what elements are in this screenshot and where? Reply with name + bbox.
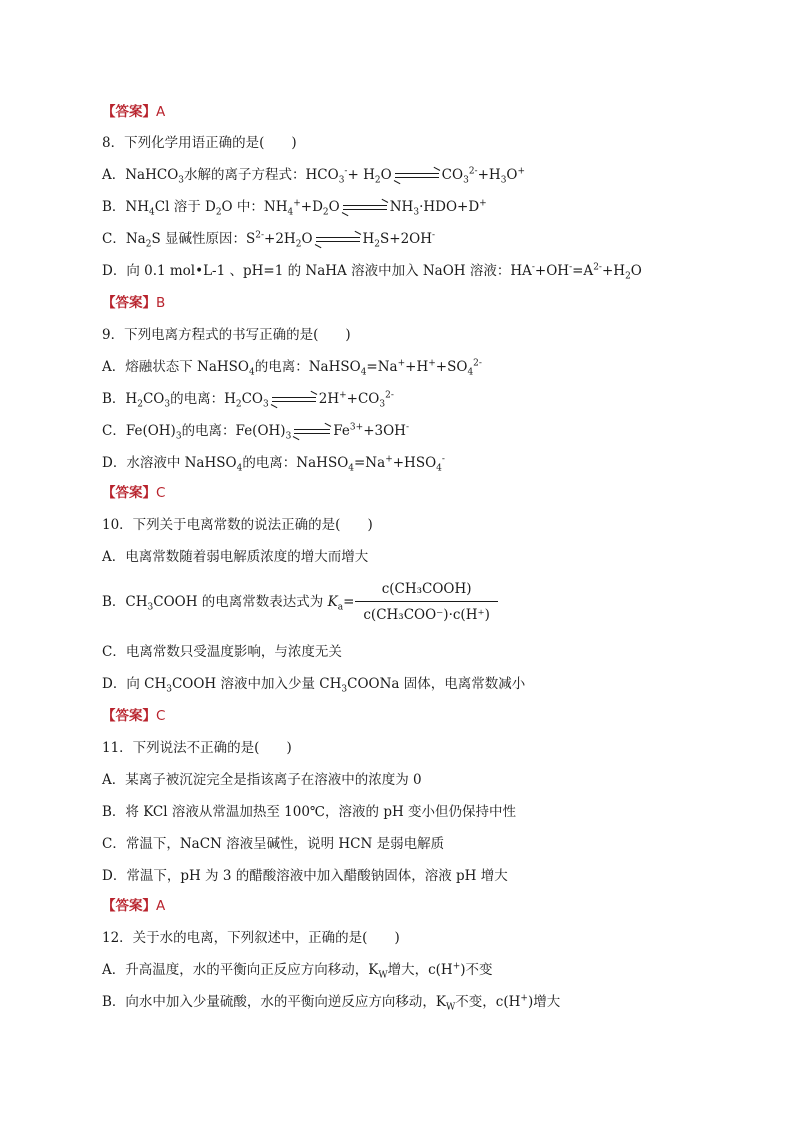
option-a: A．某离子被沉淀完全是指该离子在溶液中的浓度为 0: [102, 772, 422, 788]
option-a: A．升高温度，水的平衡向正反应方向移动，$K_W$增大，c(H+)不变: [102, 961, 493, 981]
option-d: D．向 0.1 mol•L-1 、pH=1 的 NaHA 溶液中加入 NaOH 溶液：$HA^-+OH^-=A^{2-}+H_2O$: [102, 262, 642, 282]
ka-fraction: $\frac{\text{c(CH₃COOH)}}{\text{c(CH₃COO⁻)·c(H⁺)}}$: [355, 580, 497, 625]
option-b: B．$CH_3COOH$ 的电离常数表达式为 $K_a=$ $\frac{\text{c(CH₃COOH)}}{\text{c(CH₃COO⁻)·c(H⁺)}}$: [102, 580, 498, 625]
equilibrium-arrow-icon: [272, 395, 316, 405]
option-c: C．常温下，NaCN 溶液呈碱性，说明 HCN 是弱电解质: [102, 836, 445, 852]
question-stem: 12．关于水的电离，下列叙述中，正确的是( ): [102, 930, 400, 946]
equilibrium-arrow-icon: [316, 235, 360, 245]
option-a: A．熔融状态下 NaHSO$_4$的电离：$NaHSO_4=Na^++H^++SO_4^{2-}$: [102, 358, 482, 378]
option-c: C．$Fe(OH)_3$的电离：$Fe(OH)_3$ $Fe^{3+}+3OH^-$: [102, 422, 409, 442]
equilibrium-arrow-icon: [343, 203, 387, 213]
option-a: A．电离常数随着弱电解质浓度的增大而增大: [102, 549, 369, 565]
answer-line: 【答案】B: [102, 295, 166, 311]
option-a: A．NaHCO$_3$水解的离子方程式：$HCO_3^-+ H_2O$ $CO_3^{2-}+H_3O^+$: [102, 166, 526, 186]
answer-line: 【答案】C: [102, 708, 166, 724]
option-d: D．常温下，pH 为 3 的醋酸溶液中加入醋酸钠固体，溶液 pH 增大: [102, 868, 508, 884]
equilibrium-arrow-icon: [395, 171, 439, 181]
answer-line: 【答案】A: [102, 898, 166, 914]
option-b: B．将 KCl 溶液从常温加热至 100℃，溶液的 pH 变小但仍保持中性: [102, 804, 517, 820]
answer-line: 【答案】A: [102, 104, 166, 120]
option-d: D．水溶液中 NaHSO$_4$的电离：$NaHSO_4=Na^++HSO_4^-$: [102, 454, 445, 474]
option-d: D．向 $CH_3COOH$ 溶液中加入少量 $CH_3COONa$ 固体，电离常数减小: [102, 676, 526, 695]
question-stem: 10．下列关于电离常数的说法正确的是( ): [102, 517, 373, 533]
option-b: B．$NH_4Cl$ 溶于 $D_2O$ 中：$NH_4^++D_2O$ $NH_3\cdot HDO+D^+$: [102, 198, 487, 218]
question-stem: 9．下列电离方程式的书写正确的是( ): [102, 327, 351, 343]
option-c: C．电离常数只受温度影响，与浓度无关: [102, 644, 342, 660]
option-c: C．$Na_2S$ 显碱性原因：$S^{2-}+2H_2O$ $H_2S+2OH^-$: [102, 230, 436, 250]
option-b: B．$H_2CO_3$的电离：$H_2CO_3$ $2H^++CO_3^{2-}$: [102, 390, 394, 410]
option-b: B．向水中加入少量硫酸，水的平衡向逆反应方向移动，$K_W$不变，c(H+)增大: [102, 993, 561, 1013]
equilibrium-arrow-icon: [294, 427, 330, 437]
question-stem: 8．下列化学用语正确的是( ): [102, 135, 297, 151]
answer-line: 【答案】C: [102, 485, 166, 501]
question-stem: 11．下列说法不正确的是( ): [102, 740, 292, 756]
